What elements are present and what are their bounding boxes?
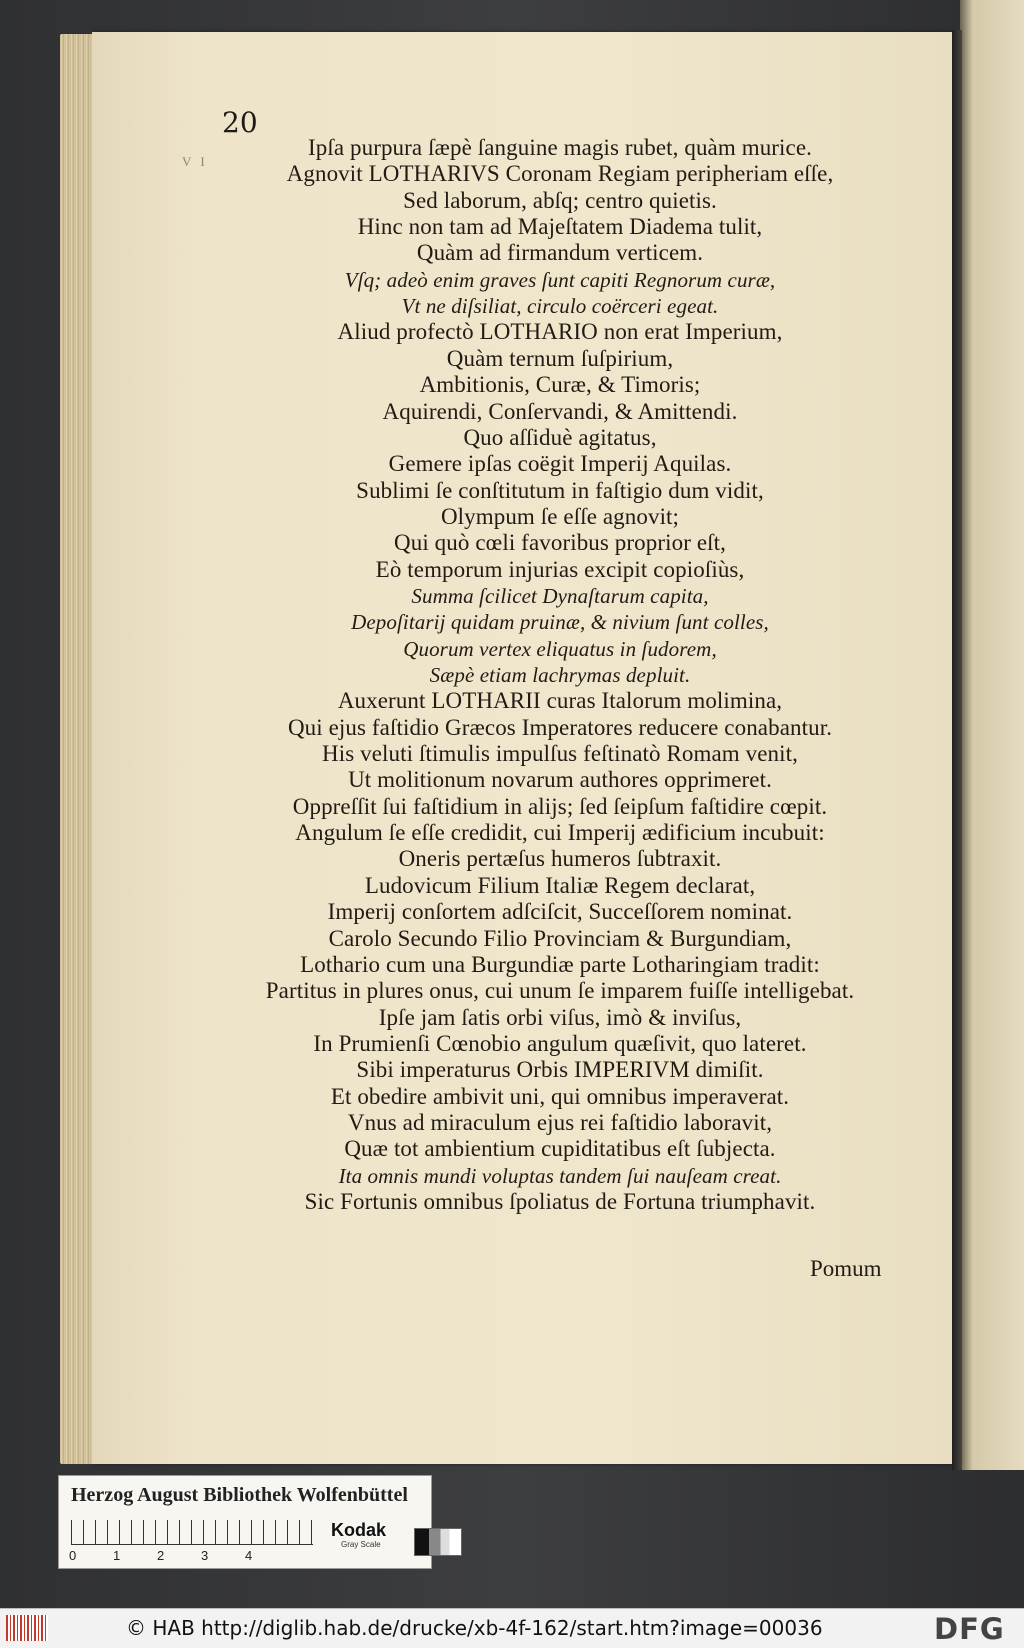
text-line: Qui ejus faſtidio Græcos Imperatores reducere conabantur. bbox=[287, 714, 833, 740]
text-line: Depoſitarij quidam pruinæ, & nivium ſunt colles, bbox=[351, 610, 769, 635]
text-line: Imperij conſortem adſciſcit, Succeſſorem nominat. bbox=[327, 899, 793, 925]
text-line: Quàm ad firmandum verticem. bbox=[416, 240, 704, 266]
text-line: Quo aſſiduè agitatus, bbox=[463, 424, 657, 450]
text-line: Vnus ad miraculum ejus rei faſtidio laboravit, bbox=[347, 1109, 773, 1135]
library-name: Herzog August Bibliothek Wolfenbüttel bbox=[71, 1484, 408, 1506]
text-line: Quàm ternum ſuſpirium, bbox=[446, 345, 674, 371]
text-line: Olympum ſe eſſe agnovit; bbox=[440, 503, 680, 529]
text-line: Aliud profectò LOTHARIO non erat Imperium, bbox=[337, 319, 783, 345]
footer-bar bbox=[0, 1608, 1024, 1648]
text-line: Oppreſſit ſui faſtidium in alijs; ſed ſeipſum faſtidire cœpit. bbox=[292, 793, 828, 819]
text-line: In Prumienſi Cœnobio angulum quæſivit, quo lateret. bbox=[313, 1030, 807, 1056]
text-line: Hinc non tam ad Majeſtatem Diadema tulit, bbox=[357, 214, 763, 240]
source-url-link[interactable]: © HAB http://diglib.hab.de/drucke/xb-4f-162/start.htm?image=00036 bbox=[126, 1616, 823, 1640]
ruler-number: 1 bbox=[113, 1548, 121, 1563]
text-line: Et obedire ambivit uni, qui omnibus imperaverat. bbox=[330, 1083, 790, 1109]
text-line: Sed laborum, abſq; centro quietis. bbox=[403, 187, 717, 213]
scale-ruler bbox=[71, 1520, 313, 1545]
kodak-logo: Kodak bbox=[331, 1520, 387, 1540]
dfg-logo: DFG bbox=[934, 1612, 1005, 1646]
catchword: Pomum bbox=[810, 1256, 882, 1281]
ruler-number: 2 bbox=[157, 1548, 165, 1563]
text-line: Gemere ipſas coëgit Imperij Aquilas. bbox=[388, 451, 732, 477]
text-line: Ipſe jam ſatis orbi viſus, imò & inviſus, bbox=[378, 1004, 742, 1030]
text-line: His veluti ſtimulis impulſus feſtinatò Romam venit, bbox=[322, 741, 798, 767]
gray-scale-label: Gray Scale bbox=[341, 1540, 381, 1549]
page-gutter bbox=[952, 30, 962, 1470]
text-line: Quæ tot ambientium cupiditatibus eſt ſubjecta. bbox=[344, 1136, 776, 1162]
text-line: Sæpè etiam lachrymas depluit. bbox=[429, 663, 691, 687]
page-number: 20 bbox=[222, 106, 258, 139]
text-line: Sublimi ſe conſtitutum in faſtigio dum vidit, bbox=[356, 477, 764, 503]
text-line: Auxerunt LOTHARII curas Italorum molimina, bbox=[337, 688, 783, 714]
ruler-number: 3 bbox=[201, 1548, 209, 1563]
margin-mark: V I bbox=[182, 154, 208, 169]
ruler-number: 0 bbox=[69, 1548, 77, 1563]
gray-scale-swatch bbox=[414, 1528, 462, 1556]
text-line: Sibi imperaturus Orbis IMPERIVM dimiſit. bbox=[356, 1057, 764, 1083]
page-edges bbox=[60, 34, 96, 1464]
library-label-card bbox=[58, 1475, 432, 1569]
text-line: Ut molitionum novarum authores opprimeret. bbox=[348, 767, 772, 793]
text-line: Angulum ſe eſſe credidit, cui Imperij ædificium incubuit: bbox=[295, 820, 825, 846]
text-line: Sic Fortunis omnibus ſpoliatus de Fortuna triumphavit. bbox=[304, 1189, 816, 1214]
text-line: Summa ſcilicet Dynaſtarum capita, bbox=[411, 583, 709, 608]
text-line: Eò temporum injurias excipit copioſiùs, bbox=[375, 556, 745, 582]
text-line: Carolo Secundo Filio Provinciam & Burgundiam, bbox=[328, 925, 792, 951]
text-line: Aquirendi, Conſervandi, & Amittendi. bbox=[382, 398, 738, 424]
text-line: Qui quò cœli favoribus proprior eſt, bbox=[394, 530, 726, 556]
facing-page-edge bbox=[960, 0, 1024, 1470]
text-line: Vt ne diſsiliat, circulo coërceri egeat. bbox=[401, 294, 719, 319]
text-line: Ita omnis mundi voluptas tandem ſui nauſeam creat. bbox=[338, 1163, 782, 1188]
text-line: Ipſa purpura ſæpè ſanguine magis rubet, quàm murice. bbox=[307, 135, 813, 160]
barcode-icon bbox=[6, 1615, 48, 1641]
text-line: Agnovit LOTHARIVS Coronam Regiam peripheriam eſſe, bbox=[286, 161, 834, 187]
ruler-number: 4 bbox=[245, 1548, 253, 1563]
text-line: Lothario cum una Burgundiæ parte Lotharingiam tradit: bbox=[300, 951, 820, 977]
text-line: Oneris pertæſus humeros ſubtraxit. bbox=[398, 846, 722, 872]
text-line: Quorum vertex eliquatus in ſudorem, bbox=[403, 636, 717, 661]
text-line: Vſq; adeò enim graves ſunt capiti Regnorum curæ, bbox=[344, 267, 776, 292]
text-line: Ambitionis, Curæ, & Timoris; bbox=[419, 372, 701, 398]
text-line: Partitus in plures onus, cui unum ſe imparem fuiſſe intelligebat. bbox=[265, 978, 855, 1004]
text-line: Ludovicum Filium Italiæ Regem declarat, bbox=[364, 872, 756, 898]
